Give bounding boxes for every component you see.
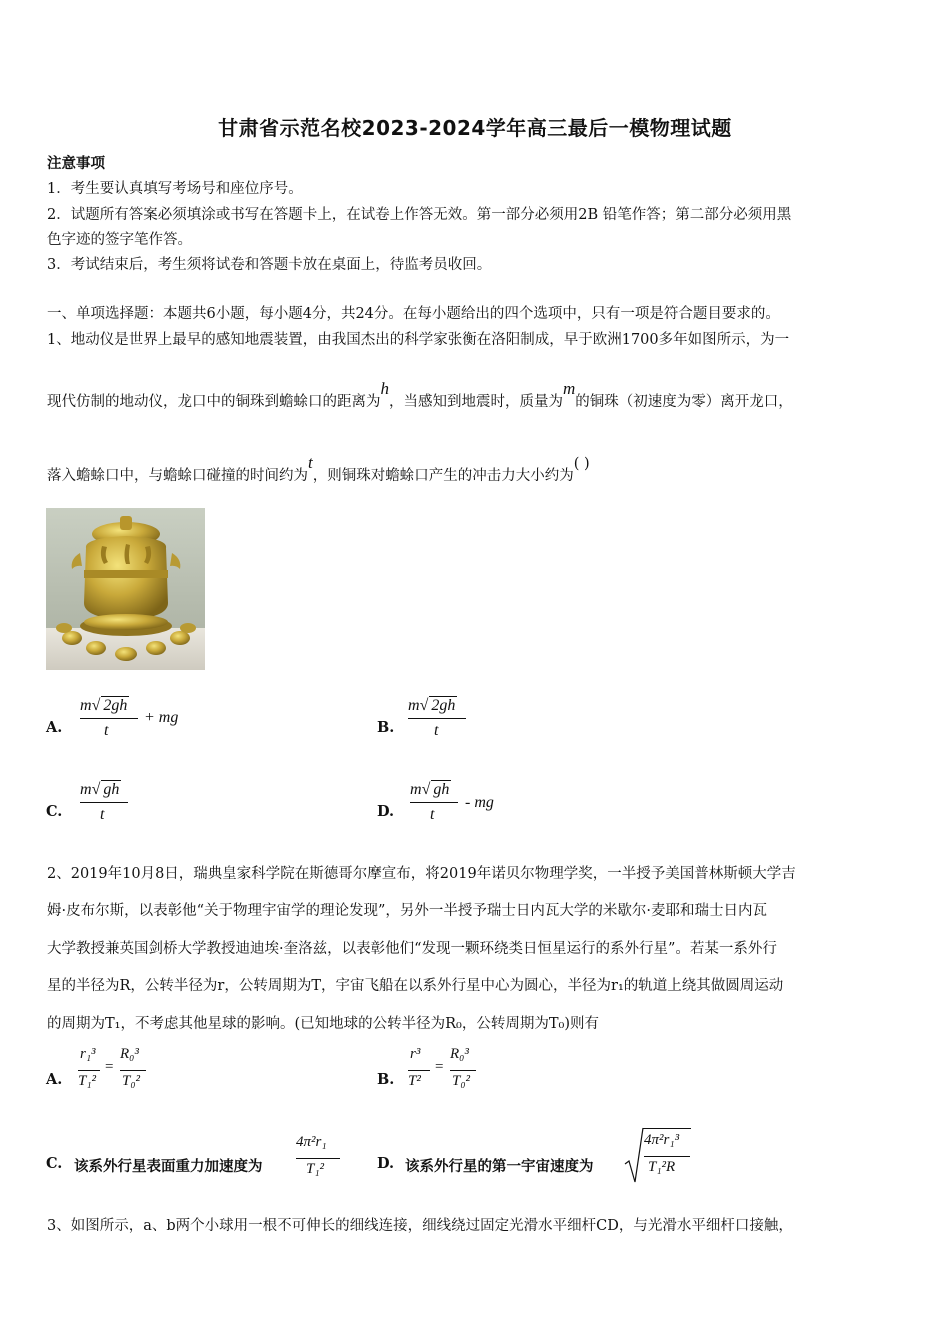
- q2-option-a-label[interactable]: A.: [46, 1071, 63, 1088]
- q1-c-m: m: [80, 781, 92, 798]
- q2-b-eq: =: [435, 1059, 444, 1075]
- q2-b-lnum: r³: [410, 1046, 421, 1062]
- q1-d-den: t: [430, 806, 435, 823]
- q1-option-d-formula: m√ gh t: [410, 778, 462, 828]
- q1-option-b-formula: m√ 2gh t: [408, 694, 468, 744]
- q2-option-d-text: 该系外行星的第一宇宙速度为: [405, 1158, 594, 1175]
- q2-a-rnum: R₀³: [120, 1046, 139, 1062]
- notice-item-1: 1．考生要认真填写考场号和座位序号。: [47, 181, 303, 197]
- notice-item-3: 3．考试结束后，考生须将试卷和答题卡放在桌面上，待监考员收回。: [47, 257, 492, 273]
- sqrt-overline: [643, 1128, 691, 1129]
- q1-d-m: m: [410, 781, 422, 798]
- q2-option-c-formula: [296, 1134, 346, 1186]
- q1-a-m: m: [80, 697, 92, 714]
- q1-line-1: 1、地动仪是世界上最早的感知地震装置，由我国杰出的科学家张衡在洛阳制成，早于欧洲1700多年如图所示，为一: [47, 332, 790, 348]
- section-heading: 一、单项选择题：本题共6小题，每小题4分，共24分。在每小题给出的四个选项中，只有一项是符合题目要求的。: [47, 306, 780, 322]
- q2-option-a-formula: [78, 1046, 158, 1098]
- q1-b-den: t: [434, 722, 439, 739]
- q2-option-d-label[interactable]: D.: [377, 1155, 395, 1172]
- notice-heading: 注意事项: [47, 155, 105, 172]
- q1-option-d-suffix: - mg: [465, 794, 494, 811]
- q2-b-lden: T²: [408, 1073, 421, 1089]
- q2-d-den: T₁²R: [648, 1159, 676, 1175]
- q2-b-rden: T₀²: [452, 1073, 471, 1089]
- answer-paren: ( ): [573, 456, 590, 472]
- q2-option-d-formula: [644, 1132, 696, 1184]
- q2-a-eq: =: [105, 1059, 114, 1075]
- q2-a-lnum: r₁³: [80, 1046, 96, 1062]
- q2-option-b-label[interactable]: B.: [377, 1071, 395, 1088]
- notice-item-2a: 2．试题所有答案必须填涂或书写在答题卡上，在试卷上作答无效。第一部分必须用2B 铅笔作答；第二部分必须用黑: [47, 207, 792, 223]
- q1-option-d-label[interactable]: D.: [377, 803, 395, 820]
- q1-b-root: 2gh: [431, 697, 456, 714]
- q1-option-c-formula: m√ gh t: [80, 778, 132, 828]
- sqrt-sign-icon: [624, 1126, 644, 1186]
- q2-line-5: 的周期为T₁，不考虑其他星球的影响。(已知地球的公转半径为R₀，公转周期为T₀)则有: [47, 1016, 600, 1032]
- q1-d-root: gh: [433, 781, 450, 798]
- q1-line-2a: 现代仿制的地动仪，龙口中的铜珠到蟾蜍口的距离为: [47, 394, 381, 410]
- q2-line-3: 大学教授兼英国剑桥大学教授迪迪埃·奎洛兹，以表彰他们“发现一颗环绕类日恒星运行的系外行星”。若某一系外行: [47, 941, 777, 957]
- page-title: 甘肃省示范名校2023-2024学年高三最后一模物理试题: [218, 116, 732, 140]
- q1-line-3b: ，则铜珠对蟾蜍口产生的冲击力大小约为: [312, 468, 574, 484]
- var-h: h: [380, 379, 389, 398]
- seismograph-image: [46, 508, 205, 670]
- q3-line-1: 3、如图所示，a、b两个小球用一根不可伸长的细线连接，细线绕过固定光滑水平细杆CD，与光滑水平细杆口接触，: [47, 1218, 793, 1234]
- q1-line-2c: 的铜珠（初速度为零）离开龙口，: [575, 394, 793, 410]
- q2-line-4: 星的半径为R，公转半径为r，公转周期为T，宇宙飞船在以系外行星中心为圆心，半径为r₁的轨道上绕其做圆周运动: [47, 978, 784, 994]
- var-t: t: [308, 453, 313, 472]
- var-m: m: [563, 379, 576, 398]
- q1-c-den: t: [100, 806, 105, 823]
- q1-c-root: gh: [103, 781, 120, 798]
- q2-option-c-label[interactable]: C.: [46, 1155, 63, 1172]
- q2-option-b-formula: [408, 1046, 488, 1098]
- q1-option-c-label[interactable]: C.: [46, 803, 63, 820]
- q1-option-a-label[interactable]: A.: [46, 719, 63, 736]
- notice-item-2b: 色字迹的签字笔作答。: [47, 232, 192, 248]
- q1-line-2: [47, 379, 793, 411]
- q1-line-2b: ，当感知到地震时，质量为: [389, 394, 563, 410]
- q2-d-num: 4π²r₁³: [644, 1132, 680, 1148]
- q2-line-1: 2、2019年10月8日，瑞典皇家科学院在斯德哥尔摩宣布，将2019年诺贝尔物理学奖，一半授予美国普林斯顿大学吉: [47, 866, 796, 882]
- q1-a-den: t: [104, 722, 109, 739]
- q2-c-num: 4π²r₁: [296, 1134, 327, 1150]
- q2-c-den: T₁²: [306, 1161, 325, 1177]
- q2-a-rden: T₀²: [122, 1073, 141, 1089]
- q2-a-lden: T₁²: [78, 1073, 97, 1089]
- q1-line-3a: 落入蟾蜍口中，与蟾蜍口碰撞的时间约为: [47, 468, 308, 484]
- q1-option-a-formula: m√ 2gh t: [80, 694, 140, 744]
- q1-a-root: 2gh: [103, 697, 128, 714]
- q1-option-a-suffix: + mg: [144, 709, 179, 726]
- q2-b-rnum: R₀³: [450, 1046, 469, 1062]
- q2-line-2: 姆·皮布尔斯，以表彰他“关于物理宇宙学的理论发现”，另外一半授予瑞士日内瓦大学的米歇尔·麦耶和瑞士日内瓦: [47, 903, 768, 919]
- q2-option-c-text: 该系外行星表面重力加速度为: [74, 1158, 263, 1175]
- q1-line-3: [47, 453, 590, 485]
- q1-b-m: m: [408, 697, 420, 714]
- q1-option-b-label[interactable]: B.: [377, 719, 395, 736]
